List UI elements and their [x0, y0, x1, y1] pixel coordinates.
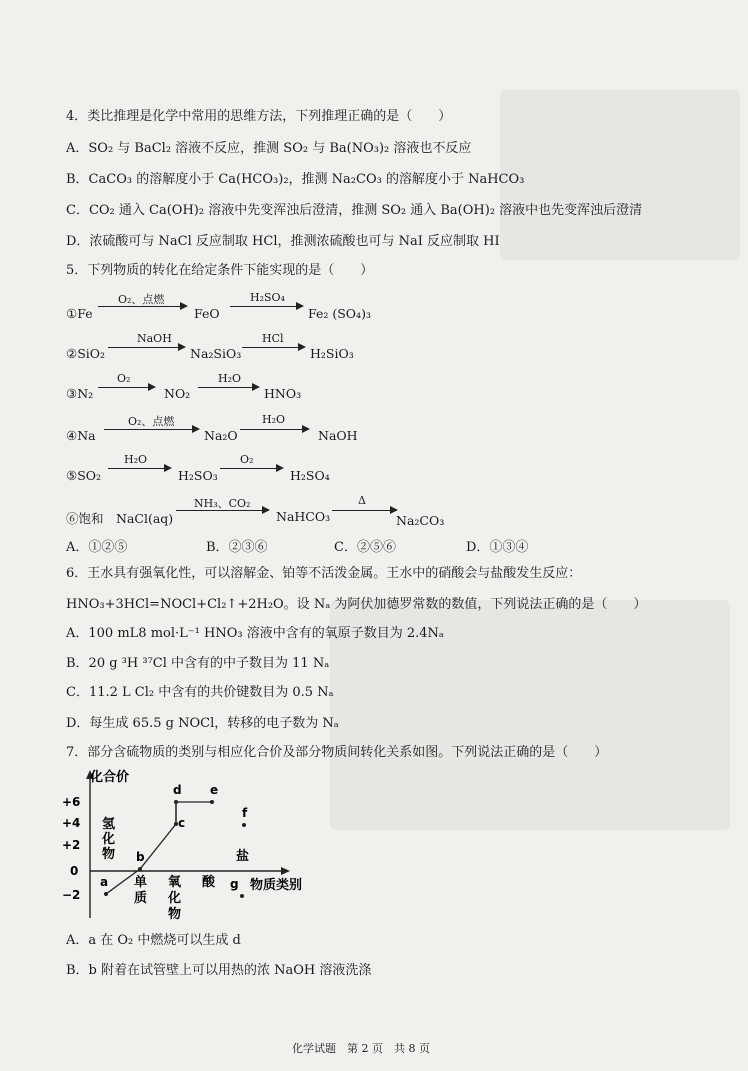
chain-3-arrow2 [198, 387, 258, 388]
hydride-label: 化 [102, 832, 116, 847]
q4-option-a: A．SO₂ 与 BaCl₂ 溶液不反应，推测 SO₂ 与 Ba(NO₃)₂ 溶液也不反应 [66, 141, 472, 156]
category-oxide: 化 [168, 891, 182, 906]
point-b-label: b [136, 850, 145, 864]
valence-line [106, 802, 212, 894]
chain-6-product1: NaHCO₃ [276, 509, 331, 524]
chain-3-cond1: O₂ [117, 372, 131, 385]
chain-6-cond1: NH₃、CO₂ [194, 497, 251, 510]
chain-6-product2: Na₂CO₃ [396, 513, 445, 528]
page-footer: 化学试题 第 2 页 共 8 页 [292, 1042, 430, 1055]
chain-5-arrow2 [220, 468, 282, 469]
category-element: 质 [134, 891, 148, 906]
y-tick-label: +2 [62, 838, 81, 852]
hydride-label: 氢 [102, 817, 116, 832]
point-f-label: f [242, 806, 248, 820]
q6-stem-line1: 6．王水具有强氧化性，可以溶解金、铂等不活泼金属。王水中的硝酸会与盐酸发生反应： [66, 566, 582, 581]
y-tick-label: +4 [62, 816, 81, 830]
chain-6-cond2: Δ [358, 494, 366, 507]
point-b [138, 867, 142, 871]
category-salt: 盐 [236, 849, 250, 864]
q5-option-b: B．②③⑥ [206, 540, 268, 555]
chain-4-cond2: H₂O [262, 413, 286, 426]
q6-option-c: C．11.2 L Cl₂ 中含有的共价键数目为 0.5 Nₐ [66, 685, 334, 700]
chain-3-product1: NO₂ [164, 386, 191, 401]
x-axis-title: 物质类别 [250, 878, 303, 893]
chain-6-arrow2 [332, 510, 396, 511]
category-acid: 酸 [202, 875, 216, 890]
y-axis-title: 化合价 [90, 770, 130, 785]
q5-option-d: D．①③④ [466, 540, 529, 555]
q7-option-b: B．b 附着在试管壁上可以用热的浓 NaOH 溶液洗涤 [66, 963, 372, 978]
chain-5-product1: H₂SO₃ [178, 468, 218, 483]
chain-5-cond2: O₂ [240, 453, 254, 466]
hydride-label: 物 [102, 847, 116, 862]
chain-3-arrow1 [98, 387, 154, 388]
point-g [240, 894, 244, 898]
chain-2-product2: H₂SiO₃ [310, 346, 354, 361]
scan-shadow [500, 90, 740, 260]
x-axis-arrowhead [281, 867, 290, 875]
y-tick-label: 0 [70, 864, 79, 878]
category-oxide: 物 [168, 907, 182, 922]
point-a [104, 892, 108, 896]
chain-3-start: ③N₂ [66, 386, 94, 401]
q4-option-c: C．CO₂ 通入 Ca(OH)₂ 溶液中先变浑浊后澄清，推测 SO₂ 通入 Ba(OH)₂ 溶液中也先变浑浊后澄清 [66, 203, 643, 218]
chain-3-cond2: H₂O [218, 372, 242, 385]
chain-1-product2: Fe₂ (SO₄)₃ [308, 306, 371, 321]
q5-option-a: A．①②⑤ [66, 540, 128, 555]
category-oxide: 氧 [168, 875, 182, 890]
q6-option-d: D．每生成 65.5 g NOCl，转移的电子数为 Nₐ [66, 716, 339, 731]
chain-6-arrow1 [176, 510, 268, 511]
chain-2-product1: Na₂SiO₃ [190, 346, 242, 361]
point-e [210, 800, 214, 804]
y-tick-label: +6 [62, 795, 81, 809]
q4-option-b: B．CaCO₃ 的溶解度小于 Ca(HCO₃)₂，推测 Na₂CO₃ 的溶解度小于 NaHCO₃ [66, 172, 525, 187]
y-tick-label: −2 [62, 888, 81, 902]
q4-option-d: D．浓硫酸可与 NaCl 反应制取 HCl，推测浓硫酸也可与 NaI 反应制取 HI [66, 234, 500, 249]
point-d [174, 800, 178, 804]
sulfur-valence-diagram [62, 768, 382, 928]
chain-4-arrow2 [240, 429, 308, 430]
point-c-label: c [178, 816, 186, 830]
q6-stem-line2: HNO₃+3HCl=NOCl+Cl₂↑+2H₂O。设 Nₐ 为阿伏加德罗常数的数值，下列说法正确的是（ ） [66, 597, 647, 612]
q6-option-a: A．100 mL8 mol·L⁻¹ HNO₃ 溶液中含有的氧原子数目为 2.4Nₐ [66, 626, 444, 641]
chain-2-arrow1 [108, 347, 184, 348]
chain-3-product2: HNO₃ [264, 386, 302, 401]
chain-4-arrow1 [104, 429, 198, 430]
chain-5-start: ⑤SO₂ [66, 468, 102, 483]
chain-4-start: ④Na [66, 428, 96, 443]
chain-4-product1: Na₂O [204, 428, 238, 443]
chain-1-arrow1 [98, 306, 186, 307]
q7-option-a: A．a 在 O₂ 中燃烧可以生成 d [66, 933, 241, 948]
point-f [242, 823, 246, 827]
point-g-label: g [230, 877, 239, 891]
chain-2-cond2: HCl [262, 332, 284, 345]
point-e-label: e [210, 783, 219, 797]
chain-1-product1: FeO [194, 306, 220, 321]
category-element: 单 [134, 875, 148, 890]
chain-4-product2: NaOH [318, 428, 358, 443]
chain-2-cond1: NaOH [137, 332, 172, 345]
chain-1-arrow2 [230, 306, 302, 307]
q4-stem: 4．类比推理是化学中常用的思维方法，下列推理正确的是（ ） [66, 109, 452, 124]
chain-5-cond1: H₂O [124, 453, 148, 466]
chain-1-start: ①Fe [66, 306, 93, 321]
chain-5-product2: H₂SO₄ [290, 468, 330, 483]
point-a-label: a [100, 875, 109, 889]
q6-option-b: B．20 g ³H ³⁷Cl 中含有的中子数目为 11 Nₐ [66, 656, 330, 671]
chain-1-cond1: O₂、点燃 [118, 293, 165, 306]
point-d-label: d [173, 783, 182, 797]
chain-2-start: ②SiO₂ [66, 346, 106, 361]
chain-5-arrow1 [108, 468, 170, 469]
chain-6-start: ⑥饱和 NaCl(aq) [66, 511, 174, 526]
chain-1-cond2: H₂SO₄ [250, 291, 285, 304]
chain-4-cond1: O₂、点燃 [128, 415, 175, 428]
chain-2-arrow2 [242, 347, 304, 348]
q7-stem: 7．部分含硫物质的类别与相应化合价及部分物质间转化关系如图。下列说法正确的是（ ） [66, 745, 608, 760]
q5-option-c: C．②⑤⑥ [334, 540, 396, 555]
q5-stem: 5．下列物质的转化在给定条件下能实现的是（ ） [66, 263, 374, 278]
